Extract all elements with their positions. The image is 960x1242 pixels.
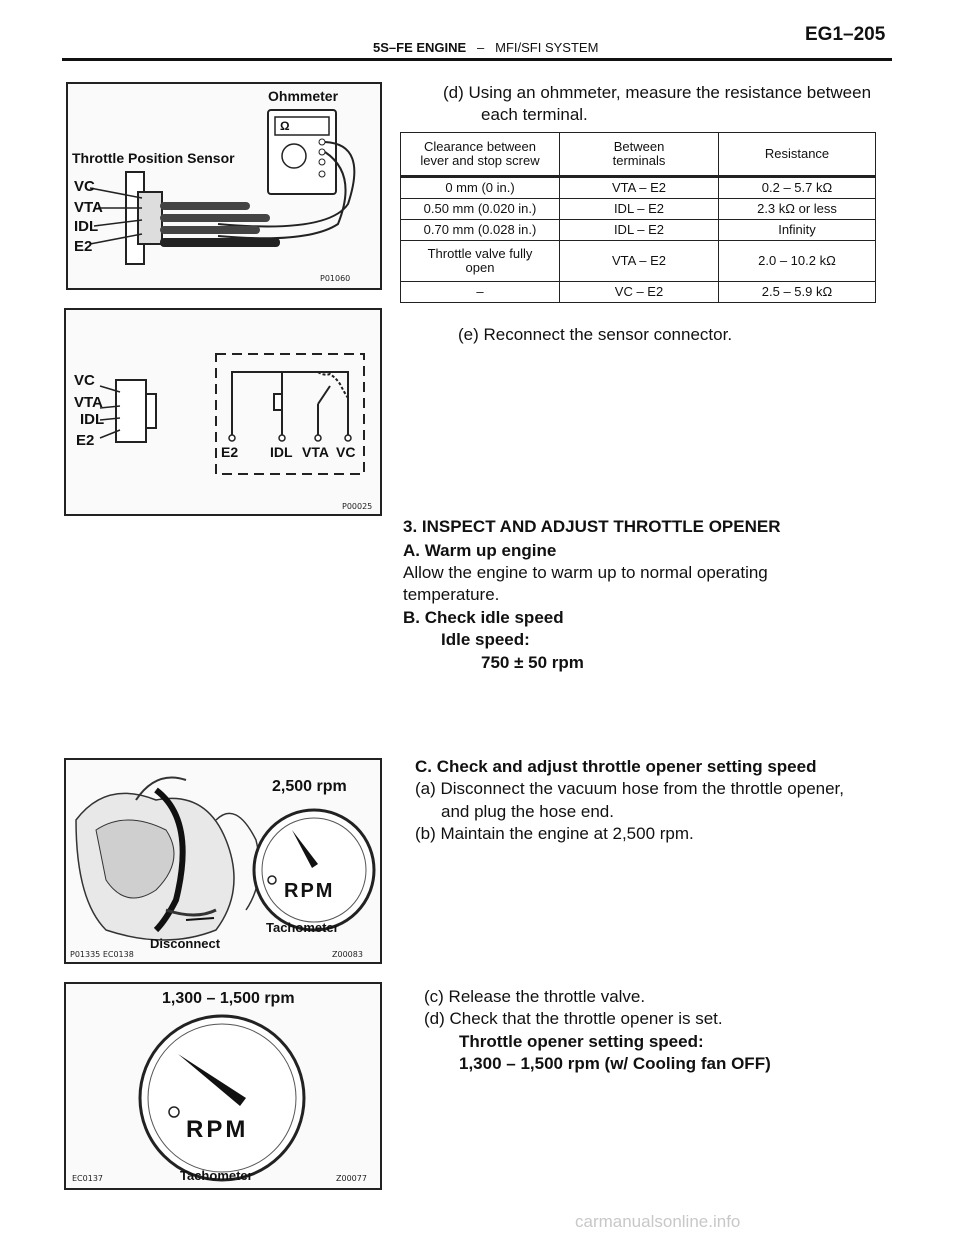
table-cell: 0.50 mm (0.020 in.) xyxy=(401,199,560,220)
table-cell: 0.2 – 5.7 kΩ xyxy=(719,177,876,199)
figure-tachometer-setting xyxy=(64,982,382,1190)
fig1-terminal-vc: VC xyxy=(74,178,95,195)
table-cell: VC – E2 xyxy=(560,282,719,303)
fig1-code: P01060 xyxy=(320,274,351,283)
fig1-terminal-e2: E2 xyxy=(74,238,93,255)
idle-speed-value: 750 ± 50 rpm xyxy=(481,653,584,672)
table-cell: 0.70 mm (0.028 in.) xyxy=(401,220,560,241)
step-c-c: (c) Release the throttle valve. xyxy=(424,987,646,1006)
step-c-d: (d) Check that the throttle opener is set. xyxy=(424,1009,723,1028)
table-cell: 2.0 – 10.2 kΩ xyxy=(719,241,876,282)
fig3-tachometer-label: Tachometer xyxy=(266,920,339,935)
table-cell: VTA – E2 xyxy=(560,241,719,282)
table-header-clearance: Clearance between lever and stop screw xyxy=(401,133,560,177)
tachometer-setting-drawing xyxy=(66,984,380,1188)
header-section-bold: 5S–FE ENGINE xyxy=(373,40,467,55)
fig2-terminal-vta: VTA xyxy=(74,394,103,411)
section3-b-title: B. Check idle speed xyxy=(403,608,564,627)
fig3-rpm-label: 2,500 rpm xyxy=(272,778,347,795)
header-separator: – xyxy=(477,40,485,55)
section3-title: 3. INSPECT AND ADJUST THROTTLE OPENER xyxy=(403,517,781,536)
section3-a-line2: temperature. xyxy=(403,585,500,604)
figure-tps-circuit xyxy=(64,308,382,516)
fig3-rpm-dial: RPM xyxy=(284,880,335,902)
fig1-terminal-idl: IDL xyxy=(74,218,99,235)
table-header-terminals: Between terminals xyxy=(560,133,719,177)
fig4-code-left: EC0137 xyxy=(72,1174,103,1183)
fig4-rpm-label: 1,300 – 1,500 rpm xyxy=(162,990,295,1007)
ohm-glyph-icon: Ω xyxy=(280,119,290,133)
table-cell: Throttle valve fully open xyxy=(401,241,560,282)
fig4-tachometer-label: Tachometer xyxy=(180,1168,253,1183)
table-row xyxy=(401,282,876,303)
fig2-terminal-vc: VC xyxy=(74,372,95,389)
fig2-bottom-vc: VC xyxy=(336,444,356,460)
fig3-code-left: P01335 EC0138 xyxy=(70,950,134,959)
table-row xyxy=(401,177,876,199)
figure-disconnect-tachometer xyxy=(64,758,382,964)
table-cell: 0 mm (0 in.) xyxy=(401,177,560,199)
tps-label: Throttle Position Sensor xyxy=(72,150,235,166)
table-row xyxy=(401,241,876,282)
ohmmeter-tps-drawing xyxy=(68,84,380,288)
step-c-a-line1: (a) Disconnect the vacuum hose from the throttle opener, xyxy=(415,779,845,798)
fig2-terminal-idl: IDL xyxy=(80,411,105,428)
table-row xyxy=(401,199,876,220)
section3-c-title: C. Check and adjust throttle opener setting speed xyxy=(415,757,817,776)
idle-speed-label: Idle speed: xyxy=(441,630,530,649)
step-d-measure-line1: (d) Using an ohmmeter, measure the resistance between xyxy=(443,83,872,102)
fig3-code-right: Z00083 xyxy=(332,950,363,959)
spec-value: 1,300 – 1,500 rpm (w/ Cooling fan OFF) xyxy=(459,1054,771,1073)
table-row xyxy=(401,220,876,241)
table-cell: Infinity xyxy=(719,220,876,241)
running-header xyxy=(373,40,598,55)
section3-a-line1: Allow the engine to warm up to normal operating xyxy=(403,563,768,582)
page-number: EG1–205 xyxy=(805,24,886,45)
table-cell: IDL – E2 xyxy=(560,220,719,241)
table-cell: VTA – E2 xyxy=(560,177,719,199)
fig1-terminal-vta: VTA xyxy=(74,199,103,216)
step-e-reconnect: (e) Reconnect the sensor connector. xyxy=(458,325,733,344)
tps-circuit-drawing xyxy=(66,310,380,514)
step-d-measure-line2: each terminal. xyxy=(481,105,588,124)
table-header-resistance: Resistance xyxy=(719,133,876,177)
spec-label: Throttle opener setting speed: xyxy=(459,1032,704,1051)
fig2-bottom-idl: IDL xyxy=(270,444,293,460)
table-cell: 2.3 kΩ or less xyxy=(719,199,876,220)
fig4-rpm-dial: RPM xyxy=(186,1116,249,1143)
fig2-code: P00025 xyxy=(342,502,373,511)
step-c-a-line2: and plug the hose end. xyxy=(441,802,614,821)
step-c-b: (b) Maintain the engine at 2,500 rpm. xyxy=(415,824,694,843)
fig3-disconnect-label: Disconnect xyxy=(150,936,221,951)
table-cell: IDL – E2 xyxy=(560,199,719,220)
watermark: carmanualsonline.info xyxy=(575,1212,741,1231)
figure-ohmmeter-tps xyxy=(66,82,382,290)
resistance-table xyxy=(400,132,876,303)
table-cell: 2.5 – 5.9 kΩ xyxy=(719,282,876,303)
ohmmeter-label: Ohmmeter xyxy=(268,88,339,104)
fig2-bottom-vta: VTA xyxy=(302,444,329,460)
table-cell: – xyxy=(401,282,560,303)
fig2-bottom-e2: E2 xyxy=(221,444,239,460)
fig4-code-right: Z00077 xyxy=(336,1174,367,1183)
header-rule xyxy=(62,58,892,61)
section3-a-title: A. Warm up engine xyxy=(403,541,557,560)
header-section-rest: MFI/SFI SYSTEM xyxy=(495,40,599,55)
fig2-terminal-e2: E2 xyxy=(76,432,95,449)
